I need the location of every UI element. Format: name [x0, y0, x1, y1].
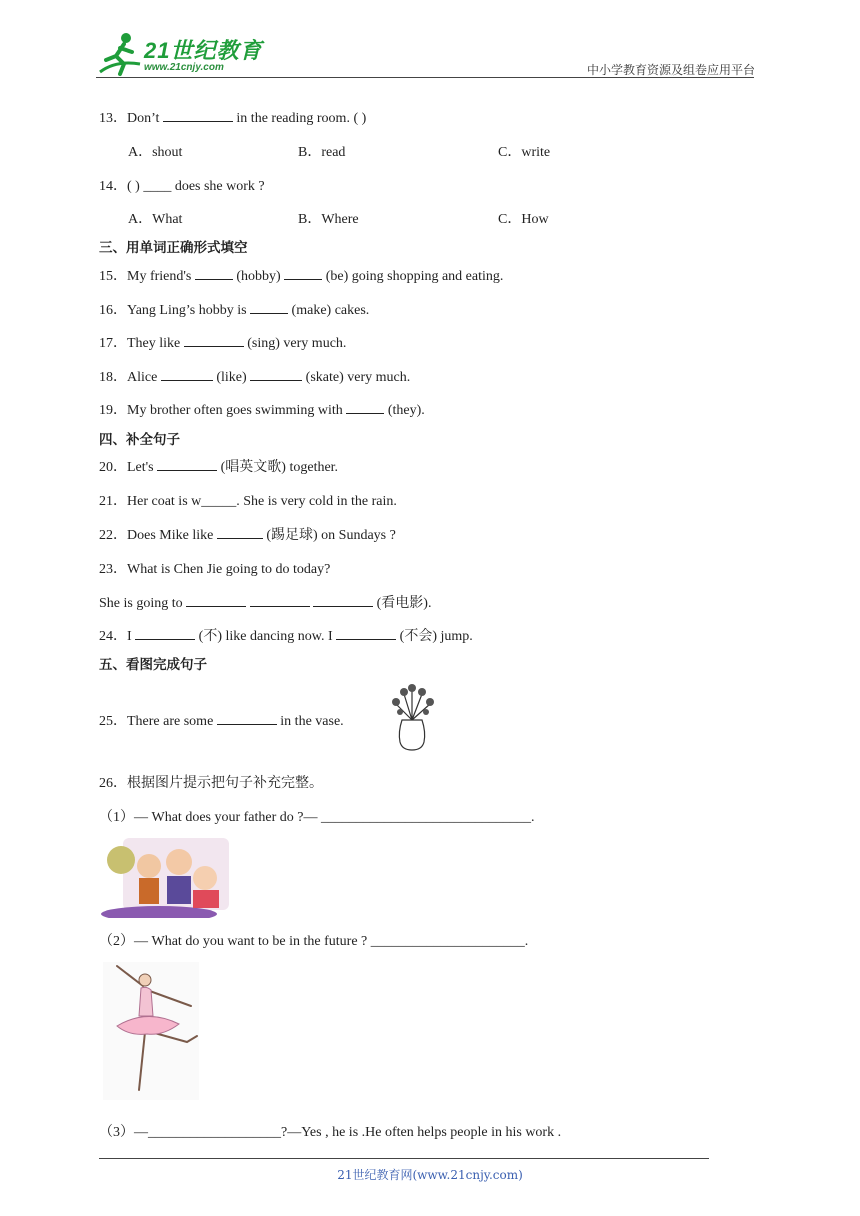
ballet-dancer-image — [103, 962, 199, 1100]
answer-blank[interactable] — [135, 627, 195, 640]
logo-text: 21世纪教育 — [144, 38, 263, 63]
answer-blank[interactable] — [195, 267, 233, 280]
answer-blank[interactable] — [157, 458, 217, 471]
option-14-a[interactable]: A．What — [128, 212, 183, 227]
section-heading-4: 四、补全句子 — [99, 432, 180, 448]
option-13-c[interactable]: C．write — [498, 145, 551, 160]
header-divider — [96, 77, 754, 78]
question-23-answer-line: She is going to (看电影). — [99, 596, 432, 611]
question-13: 13．Don’t in the reading room. ( ) — [99, 111, 367, 126]
question-19: 19．My brother often goes swimming with (they). — [99, 403, 425, 418]
answer-blank[interactable] — [163, 109, 233, 122]
answer-blank[interactable] — [217, 526, 263, 539]
question-26-part-2: （2）— What do you want to be in the future ? ______________________. — [99, 934, 529, 949]
runner-logo-icon — [96, 30, 144, 78]
answer-blank[interactable] — [250, 301, 288, 314]
answer-blank[interactable] — [313, 594, 373, 607]
option-14-c[interactable]: C．How — [498, 212, 549, 227]
question-22: 22．Does Mike like (踢足球) on Sundays ? — [99, 528, 396, 543]
answer-blank[interactable] — [346, 401, 384, 414]
question-25: 25．There are some in the vase. — [99, 714, 344, 729]
section-heading-3: 三、用单词正确形式填空 — [99, 240, 248, 256]
answer-blank[interactable] — [184, 334, 244, 347]
option-14-b[interactable]: B．Where — [298, 212, 359, 227]
option-13-b[interactable]: B．read — [298, 145, 346, 160]
question-20: 20．Let's (唱英文歌) together. — [99, 460, 339, 475]
answer-blank[interactable] — [217, 712, 277, 725]
question-17: 17．They like (sing) very much. — [99, 336, 347, 351]
question-24: 24．I (不) like dancing now. I (不会) jump. — [99, 629, 473, 644]
footer-link[interactable]: 21世纪教育网(www.21cnjy.com) — [337, 1168, 523, 1182]
answer-blank[interactable] — [250, 594, 310, 607]
question-26-part-1: （1）— What does your father do ?— ______________________________. — [99, 810, 535, 825]
section-heading-5: 五、看图完成句子 — [99, 657, 207, 673]
answer-blank[interactable] — [284, 267, 322, 280]
question-18: 18．Alice (like) (skate) very much. — [99, 370, 411, 385]
question-26-part-3: （3）—___________________?—Yes , he is .He often helps people in his work . — [99, 1125, 562, 1140]
question-14: 14．( ) ____ does she work ? — [99, 179, 265, 194]
header-platform-name: 中小学教育资源及组卷应用平台 — [586, 63, 755, 77]
answer-blank[interactable] — [186, 594, 246, 607]
question-16: 16．Yang Ling’s hobby is (make) cakes. — [99, 303, 370, 318]
answer-blank[interactable] — [336, 627, 396, 640]
father-job-image — [99, 832, 233, 918]
answer-blank[interactable] — [250, 368, 302, 381]
answer-blank[interactable] — [161, 368, 213, 381]
footer-divider — [99, 1158, 709, 1159]
question-23: 23．What is Chen Jie going to do today? — [99, 562, 331, 577]
question-26: 26．根据图片提示把句子补充完整。 — [99, 775, 323, 791]
question-15: 15．My friend's (hobby) (be) going shopping and eating. — [99, 269, 504, 284]
logo-url: www.21cnjy.com — [144, 62, 224, 73]
option-13-a[interactable]: A．shout — [128, 145, 183, 160]
question-21: 21．Her coat is w_____. She is very cold in the rain. — [99, 494, 397, 509]
site-logo — [96, 30, 266, 80]
flower-vase-image — [384, 680, 442, 752]
